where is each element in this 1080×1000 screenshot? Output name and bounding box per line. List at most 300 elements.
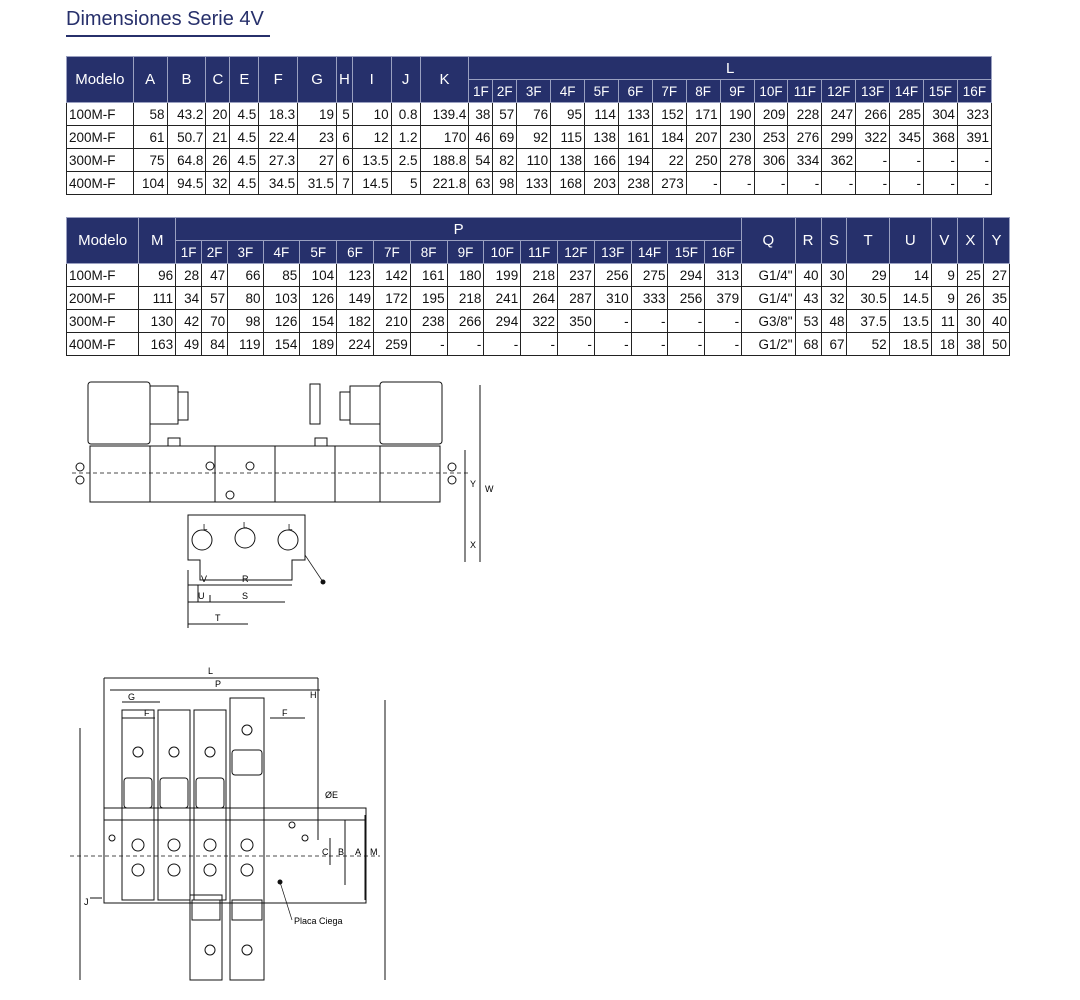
table-cell: 19 bbox=[298, 103, 337, 126]
table-cell: 18.3 bbox=[259, 103, 298, 126]
table-cell: 11 bbox=[931, 310, 957, 333]
dim-label: Y bbox=[470, 479, 477, 489]
sub-header: 3F bbox=[517, 80, 551, 103]
group-header: P bbox=[176, 218, 742, 241]
table-cell: 27.3 bbox=[259, 149, 298, 172]
sub-header: 10F bbox=[484, 241, 521, 264]
col-header: X bbox=[957, 218, 983, 264]
table-cell: 350 bbox=[558, 310, 595, 333]
sub-header: 1F bbox=[176, 241, 202, 264]
table-cell: 368 bbox=[923, 126, 957, 149]
table-cell: 115 bbox=[551, 126, 585, 149]
table-cell: 40 bbox=[983, 310, 1009, 333]
table-cell: 30 bbox=[821, 264, 847, 287]
sub-header: 16F bbox=[705, 241, 742, 264]
table-cell: 126 bbox=[263, 310, 300, 333]
table-cell: 190 bbox=[720, 103, 754, 126]
sub-header: 12F bbox=[822, 80, 856, 103]
table-cell: 4.5 bbox=[230, 149, 259, 172]
sub-header: 11F bbox=[521, 241, 558, 264]
table-cell: - bbox=[957, 149, 991, 172]
sub-header: 10F bbox=[754, 80, 788, 103]
table-cell: 32 bbox=[821, 287, 847, 310]
dim-label: V bbox=[201, 574, 208, 584]
table-cell: - bbox=[686, 172, 720, 195]
dimensions-table-1 bbox=[66, 56, 992, 195]
model-header: Modelo bbox=[67, 218, 139, 264]
col-header: E bbox=[230, 57, 259, 103]
sub-header: 11F bbox=[788, 80, 822, 103]
dim-label: T bbox=[215, 613, 221, 623]
table-cell: 7 bbox=[337, 172, 353, 195]
dim-label: X bbox=[470, 540, 477, 550]
dim-label: U bbox=[198, 591, 205, 601]
table-cell: 247 bbox=[822, 103, 856, 126]
table-cell: 287 bbox=[558, 287, 595, 310]
table-cell: 379 bbox=[705, 287, 742, 310]
table-cell: 126 bbox=[300, 287, 337, 310]
side-view-drawing bbox=[60, 370, 510, 635]
col-header: G bbox=[298, 57, 337, 103]
col-header: K bbox=[420, 57, 469, 103]
table-cell: - bbox=[890, 172, 924, 195]
table-cell: - bbox=[856, 149, 890, 172]
table-cell: 133 bbox=[517, 172, 551, 195]
table-cell: 66 bbox=[228, 264, 263, 287]
table-cell: 294 bbox=[484, 310, 521, 333]
table-cell: 123 bbox=[337, 264, 374, 287]
table-cell: - bbox=[521, 333, 558, 356]
sub-header: 12F bbox=[558, 241, 595, 264]
table-cell: 75 bbox=[133, 149, 167, 172]
table-cell: 333 bbox=[631, 287, 668, 310]
table-cell: 22 bbox=[652, 149, 686, 172]
dim-label: P bbox=[215, 679, 222, 689]
col-header: S bbox=[821, 218, 847, 264]
table-cell: 54 bbox=[469, 149, 493, 172]
table-cell: 103 bbox=[263, 287, 300, 310]
table-cell: 224 bbox=[337, 333, 374, 356]
table-cell: 273 bbox=[652, 172, 686, 195]
placa-ciega-label: Placa Ciega bbox=[294, 916, 343, 926]
table-cell: 285 bbox=[890, 103, 924, 126]
table-cell: 70 bbox=[202, 310, 228, 333]
table-cell: 180 bbox=[447, 264, 484, 287]
table-cell: 53 bbox=[795, 310, 821, 333]
table-cell: 138 bbox=[551, 149, 585, 172]
sub-header: 7F bbox=[373, 241, 410, 264]
table-cell: 345 bbox=[890, 126, 924, 149]
table-cell: 139.4 bbox=[420, 103, 469, 126]
sub-header: 6F bbox=[618, 80, 652, 103]
table-cell: 241 bbox=[484, 287, 521, 310]
sub-header: 4F bbox=[551, 80, 585, 103]
table-cell: 218 bbox=[447, 287, 484, 310]
table-cell: 18 bbox=[931, 333, 957, 356]
dim-label: J bbox=[84, 897, 89, 907]
table-cell: 264 bbox=[521, 287, 558, 310]
table-cell: 63 bbox=[469, 172, 493, 195]
sub-header: 13F bbox=[856, 80, 890, 103]
table-cell: 13.5 bbox=[352, 149, 391, 172]
table-cell: 154 bbox=[263, 333, 300, 356]
dim-label: B bbox=[338, 847, 345, 857]
table-cell: - bbox=[705, 333, 742, 356]
table-cell: 76 bbox=[517, 103, 551, 126]
table-cell: 27 bbox=[298, 149, 337, 172]
table-cell: 64.8 bbox=[167, 149, 206, 172]
col-header: I bbox=[352, 57, 391, 103]
table-cell: 195 bbox=[410, 287, 447, 310]
table-cell: 266 bbox=[447, 310, 484, 333]
table-cell: 266 bbox=[856, 103, 890, 126]
table-cell: 114 bbox=[585, 103, 619, 126]
table-cell: 82 bbox=[493, 149, 517, 172]
table-cell: 25 bbox=[957, 264, 983, 287]
table-cell: 199 bbox=[484, 264, 521, 287]
table-cell: 4.5 bbox=[230, 172, 259, 195]
dim-label: M bbox=[370, 847, 378, 857]
col-header: U bbox=[889, 218, 931, 264]
top-view-drawing bbox=[60, 660, 460, 990]
table-cell: - bbox=[484, 333, 521, 356]
group-header: L bbox=[469, 57, 992, 80]
table-cell: 34.5 bbox=[259, 172, 298, 195]
table-cell: 313 bbox=[705, 264, 742, 287]
sub-header: 15F bbox=[923, 80, 957, 103]
table-cell: 18.5 bbox=[889, 333, 931, 356]
col-header: Q bbox=[742, 218, 795, 264]
dim-label: H bbox=[310, 690, 317, 700]
table-cell: 4.5 bbox=[230, 126, 259, 149]
table-cell: 28 bbox=[176, 264, 202, 287]
table-cell: 30 bbox=[957, 310, 983, 333]
table-cell: 23 bbox=[298, 126, 337, 149]
dim-label: A bbox=[355, 847, 362, 857]
dim-label: G bbox=[128, 692, 136, 702]
sub-header: 7F bbox=[652, 80, 686, 103]
table-cell: 154 bbox=[300, 310, 337, 333]
table-cell: 26 bbox=[206, 149, 230, 172]
col-header: J bbox=[391, 57, 420, 103]
table-row bbox=[67, 103, 992, 126]
col-header: R bbox=[795, 218, 821, 264]
table-cell: 57 bbox=[202, 287, 228, 310]
table-row bbox=[67, 310, 1010, 333]
col-header: B bbox=[167, 57, 206, 103]
table-cell: 98 bbox=[493, 172, 517, 195]
model-cell: 300M-F bbox=[67, 310, 139, 333]
table-cell: 35 bbox=[983, 287, 1009, 310]
table-cell: 182 bbox=[337, 310, 374, 333]
table-cell: 194 bbox=[618, 149, 652, 172]
table-cell: 92 bbox=[517, 126, 551, 149]
sub-header: 8F bbox=[410, 241, 447, 264]
table-cell: 96 bbox=[139, 264, 176, 287]
sub-header: 9F bbox=[720, 80, 754, 103]
table-cell: 221.8 bbox=[420, 172, 469, 195]
table-cell: - bbox=[668, 333, 705, 356]
table-cell: 9 bbox=[931, 287, 957, 310]
table-cell: 29 bbox=[847, 264, 889, 287]
table-cell: 104 bbox=[300, 264, 337, 287]
table-cell: 184 bbox=[652, 126, 686, 149]
table-cell: 294 bbox=[668, 264, 705, 287]
table-cell: 238 bbox=[618, 172, 652, 195]
sub-header: 16F bbox=[957, 80, 991, 103]
table-cell: 323 bbox=[957, 103, 991, 126]
sub-header: 15F bbox=[668, 241, 705, 264]
table-cell: 203 bbox=[585, 172, 619, 195]
model-cell: 200M-F bbox=[67, 126, 134, 149]
table-cell: 9 bbox=[931, 264, 957, 287]
table-cell: 149 bbox=[337, 287, 374, 310]
table-cell: - bbox=[822, 172, 856, 195]
sub-header: 14F bbox=[890, 80, 924, 103]
table-cell: - bbox=[447, 333, 484, 356]
table-cell: 4.5 bbox=[230, 103, 259, 126]
table-cell: 43 bbox=[795, 287, 821, 310]
col-header: C bbox=[206, 57, 230, 103]
table-cell: 310 bbox=[594, 287, 631, 310]
table-cell: 152 bbox=[652, 103, 686, 126]
table-cell: 278 bbox=[720, 149, 754, 172]
col-header: V bbox=[931, 218, 957, 264]
dim-label: W bbox=[485, 484, 494, 494]
table-cell: 80 bbox=[228, 287, 263, 310]
table-cell: 276 bbox=[788, 126, 822, 149]
sub-header: 1F bbox=[469, 80, 493, 103]
table-cell: 5 bbox=[391, 172, 420, 195]
sub-header: 14F bbox=[631, 241, 668, 264]
table-cell: 37.5 bbox=[847, 310, 889, 333]
table-cell: 391 bbox=[957, 126, 991, 149]
table-cell: 43.2 bbox=[167, 103, 206, 126]
col-header: Y bbox=[983, 218, 1009, 264]
table-cell: 50 bbox=[983, 333, 1009, 356]
model-header: Modelo bbox=[67, 57, 134, 103]
table-cell: 119 bbox=[228, 333, 263, 356]
table-cell: 256 bbox=[594, 264, 631, 287]
table-cell: 207 bbox=[686, 126, 720, 149]
table-cell: 48 bbox=[821, 310, 847, 333]
table-cell: 34 bbox=[176, 287, 202, 310]
table-cell: - bbox=[923, 149, 957, 172]
table-cell: 166 bbox=[585, 149, 619, 172]
sub-header: 8F bbox=[686, 80, 720, 103]
table-cell: 94.5 bbox=[167, 172, 206, 195]
table-cell: 1.2 bbox=[391, 126, 420, 149]
col-header: F bbox=[259, 57, 298, 103]
table-cell: 133 bbox=[618, 103, 652, 126]
table-row bbox=[67, 333, 1010, 356]
table-cell: 42 bbox=[176, 310, 202, 333]
table-cell: 138 bbox=[585, 126, 619, 149]
table-cell: 58 bbox=[133, 103, 167, 126]
table-cell: 161 bbox=[618, 126, 652, 149]
model-cell: 100M-F bbox=[67, 264, 139, 287]
title-underline bbox=[66, 35, 270, 37]
page-title: Dimensiones Serie 4V bbox=[66, 8, 264, 30]
table-row bbox=[67, 149, 992, 172]
table-row bbox=[67, 287, 1010, 310]
dim-label: ØE bbox=[325, 790, 339, 800]
dim-label: L bbox=[203, 523, 208, 532]
table-cell: 27 bbox=[983, 264, 1009, 287]
table-cell: 30.5 bbox=[847, 287, 889, 310]
table-cell: 237 bbox=[558, 264, 595, 287]
sub-header: 6F bbox=[337, 241, 374, 264]
dim-label: F bbox=[144, 708, 150, 718]
table-cell: 163 bbox=[139, 333, 176, 356]
sub-header: 5F bbox=[585, 80, 619, 103]
model-cell: 400M-F bbox=[67, 172, 134, 195]
table-cell: - bbox=[631, 310, 668, 333]
table-cell: G1/2" bbox=[742, 333, 795, 356]
col-header: M bbox=[139, 218, 176, 264]
table-cell: 171 bbox=[686, 103, 720, 126]
table-cell: 111 bbox=[139, 287, 176, 310]
table-cell: 95 bbox=[551, 103, 585, 126]
table-cell: 304 bbox=[923, 103, 957, 126]
table-cell: 67 bbox=[821, 333, 847, 356]
col-header: H bbox=[337, 57, 353, 103]
table-cell: 362 bbox=[822, 149, 856, 172]
model-cell: 200M-F bbox=[67, 287, 139, 310]
model-cell: 300M-F bbox=[67, 149, 134, 172]
table-cell: 68 bbox=[795, 333, 821, 356]
model-cell: 400M-F bbox=[67, 333, 139, 356]
table-cell: - bbox=[558, 333, 595, 356]
sub-header: 2F bbox=[202, 241, 228, 264]
dim-label: L bbox=[288, 523, 293, 532]
table-cell: - bbox=[957, 172, 991, 195]
table-cell: 14 bbox=[889, 264, 931, 287]
table-cell: 210 bbox=[373, 310, 410, 333]
col-header: T bbox=[847, 218, 889, 264]
table-cell: 275 bbox=[631, 264, 668, 287]
table-cell: 230 bbox=[720, 126, 754, 149]
table-cell: 12 bbox=[352, 126, 391, 149]
table-cell: - bbox=[890, 149, 924, 172]
dim-label: L bbox=[243, 521, 248, 530]
table-cell: 299 bbox=[822, 126, 856, 149]
table-cell: 170 bbox=[420, 126, 469, 149]
table-cell: 0.8 bbox=[391, 103, 420, 126]
dim-label: F bbox=[282, 708, 288, 718]
table-cell: 47 bbox=[202, 264, 228, 287]
table-cell: 61 bbox=[133, 126, 167, 149]
sub-header: 5F bbox=[300, 241, 337, 264]
table-cell: - bbox=[856, 172, 890, 195]
table-cell: 14.5 bbox=[889, 287, 931, 310]
table-cell: G1/4" bbox=[742, 264, 795, 287]
table-cell: 161 bbox=[410, 264, 447, 287]
table-cell: 322 bbox=[521, 310, 558, 333]
table-cell: 5 bbox=[337, 103, 353, 126]
table-cell: 259 bbox=[373, 333, 410, 356]
dim-label: R bbox=[242, 574, 249, 584]
table-cell: 52 bbox=[847, 333, 889, 356]
table-cell: - bbox=[705, 310, 742, 333]
table-cell: 256 bbox=[668, 287, 705, 310]
table-cell: - bbox=[631, 333, 668, 356]
table-row bbox=[67, 264, 1010, 287]
table-cell: 306 bbox=[754, 149, 788, 172]
table-cell: 168 bbox=[551, 172, 585, 195]
dim-label: S bbox=[242, 591, 249, 601]
table-cell: 46 bbox=[469, 126, 493, 149]
table-cell: 22.4 bbox=[259, 126, 298, 149]
sub-header: 13F bbox=[594, 241, 631, 264]
sub-header: 3F bbox=[228, 241, 263, 264]
table-cell: 98 bbox=[228, 310, 263, 333]
table-cell: - bbox=[788, 172, 822, 195]
table-cell: 38 bbox=[469, 103, 493, 126]
table-cell: 69 bbox=[493, 126, 517, 149]
table-cell: 20 bbox=[206, 103, 230, 126]
table-cell: 32 bbox=[206, 172, 230, 195]
table-cell: G1/4" bbox=[742, 287, 795, 310]
table-cell: 188.8 bbox=[420, 149, 469, 172]
table-cell: 10 bbox=[352, 103, 391, 126]
table-cell: - bbox=[754, 172, 788, 195]
table-cell: 6 bbox=[337, 126, 353, 149]
table-cell: - bbox=[594, 333, 631, 356]
table-cell: 14.5 bbox=[352, 172, 391, 195]
table-cell: 57 bbox=[493, 103, 517, 126]
table-cell: 322 bbox=[856, 126, 890, 149]
table-row bbox=[67, 126, 992, 149]
table-cell: 38 bbox=[957, 333, 983, 356]
table-cell: 6 bbox=[337, 149, 353, 172]
table-cell: 50.7 bbox=[167, 126, 206, 149]
col-header: A bbox=[133, 57, 167, 103]
table-cell: 130 bbox=[139, 310, 176, 333]
table-cell: 228 bbox=[788, 103, 822, 126]
table-cell: 250 bbox=[686, 149, 720, 172]
table-cell: 2.5 bbox=[391, 149, 420, 172]
table-cell: 209 bbox=[754, 103, 788, 126]
table-cell: 189 bbox=[300, 333, 337, 356]
table-cell: - bbox=[923, 172, 957, 195]
table-cell: 334 bbox=[788, 149, 822, 172]
sub-header: 4F bbox=[263, 241, 300, 264]
table-cell: - bbox=[720, 172, 754, 195]
sub-header: 9F bbox=[447, 241, 484, 264]
table-cell: 40 bbox=[795, 264, 821, 287]
table-cell: 21 bbox=[206, 126, 230, 149]
table-cell: 218 bbox=[521, 264, 558, 287]
table-cell: - bbox=[410, 333, 447, 356]
table-cell: 84 bbox=[202, 333, 228, 356]
table-cell: 172 bbox=[373, 287, 410, 310]
table-cell: 238 bbox=[410, 310, 447, 333]
sub-header: 2F bbox=[493, 80, 517, 103]
table-cell: 110 bbox=[517, 149, 551, 172]
table-cell: 85 bbox=[263, 264, 300, 287]
table-cell: 26 bbox=[957, 287, 983, 310]
dimensions-table-2 bbox=[66, 217, 1010, 356]
dim-label: L bbox=[208, 666, 214, 676]
table-cell: - bbox=[594, 310, 631, 333]
table-cell: 13.5 bbox=[889, 310, 931, 333]
dim-label: C bbox=[322, 847, 329, 857]
model-cell: 100M-F bbox=[67, 103, 134, 126]
table-cell: G3/8" bbox=[742, 310, 795, 333]
table-row bbox=[67, 172, 992, 195]
table-cell: 31.5 bbox=[298, 172, 337, 195]
